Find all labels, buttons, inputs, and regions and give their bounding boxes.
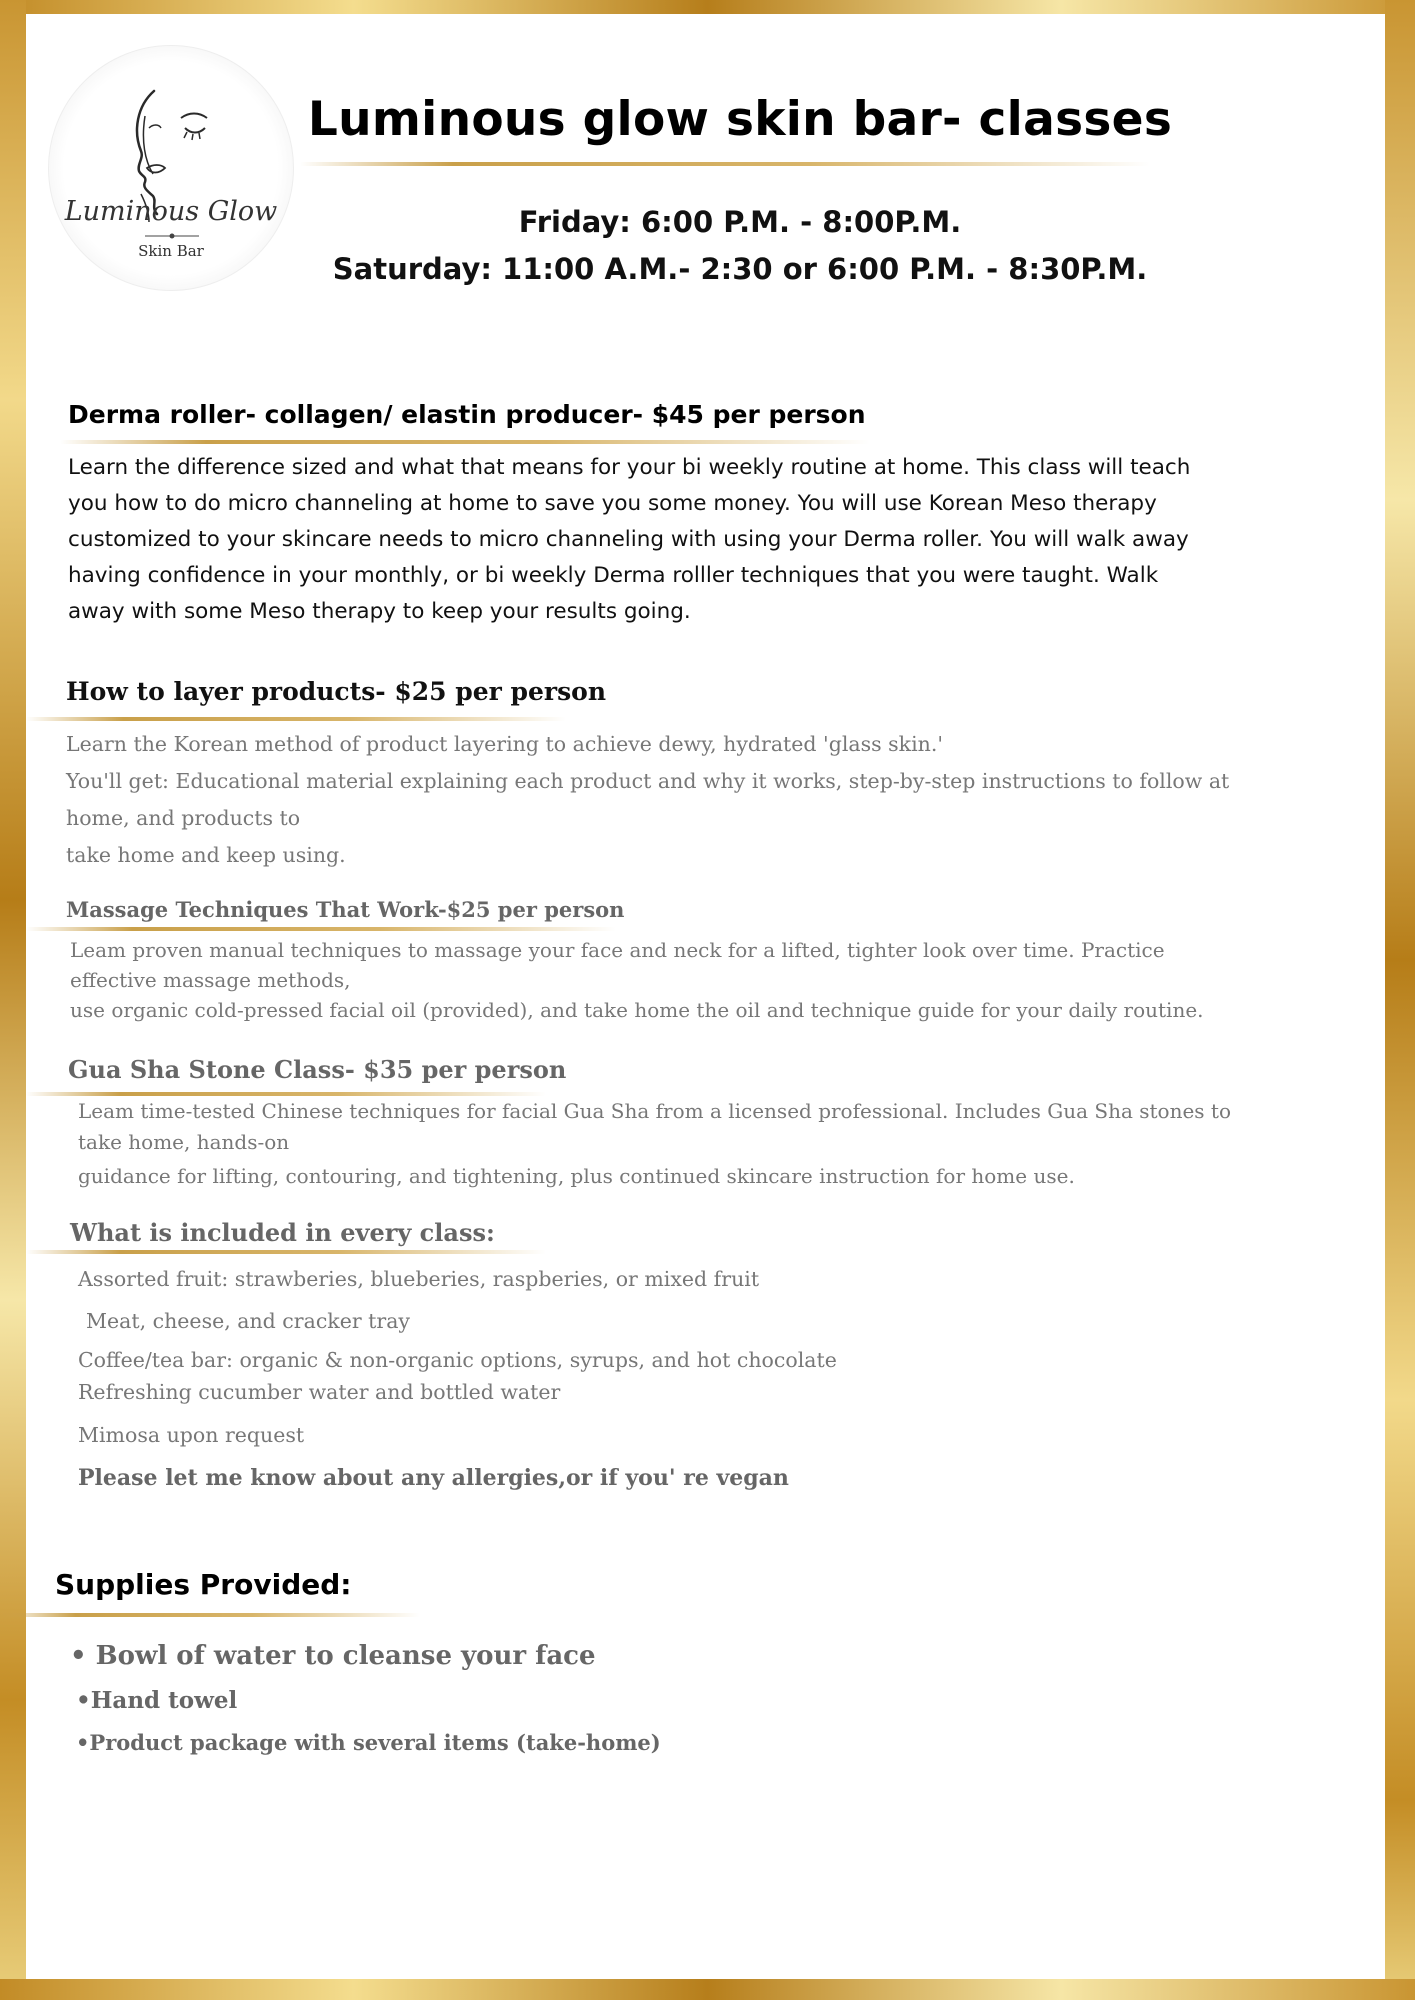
schedule-saturday: Saturday: 11:00 A.M.- 2:30 or 6:00 P.M. - 8:30P.M.: [332, 252, 1148, 286]
gold-frame-left: [0, 0, 26, 2000]
included-item: Mimosa upon request: [78, 1423, 305, 1447]
derma-line: you how to do micro channeling at home to save you some money. You will use Korean Meso therapy: [68, 491, 1157, 516]
white-sheet: [26, 14, 1385, 1979]
layer-heading: How to layer products- $25 per person: [66, 677, 606, 706]
layer-line: home, and products to: [66, 806, 301, 830]
gold-frame-bottom: [0, 1979, 1415, 2000]
allergy-note: Please let me know about any allergies,or if you' re vegan: [78, 1465, 789, 1491]
guasha-line: Leam time-tested Chinese techniques for facial Gua Sha from a licensed professional. Includes Gua Sha stones to: [78, 1099, 1231, 1123]
massage-heading: Massage Techniques That Work-$25 per person: [66, 897, 625, 922]
guasha-line: take home, hands-on: [78, 1130, 290, 1154]
page-title: Luminous glow skin bar- classes: [307, 92, 1173, 147]
supplies-heading: Supplies Provided:: [55, 1568, 352, 1601]
massage-underline: [26, 927, 616, 931]
derma-line: customized to your skincare needs to micro channeling with using your Derma roller. You will walk away: [68, 527, 1189, 552]
supplies-underline: [0, 1613, 420, 1617]
derma-line: having confidence in your monthly, or bi weekly Derma rolller techniques that you were taught. Walk: [68, 563, 1159, 588]
supply-item: • Bowl of water to cleanse your face: [70, 1641, 596, 1671]
included-item: Refreshing cucumber water and bottled water: [78, 1380, 561, 1404]
layer-underline: [26, 717, 566, 721]
derma-line: away with some Meso therapy to keep your results going.: [68, 599, 691, 624]
massage-line: effective massage methods,: [70, 968, 351, 992]
derma-line: Learn the difference sized and what that means for your bi weekly routine at home. This class will teach: [68, 455, 1191, 480]
included-heading: What is included in every class:: [70, 1218, 495, 1247]
layer-line: You'll get: Educational material explaining each product and why it works, step-by-step instructions to follow at: [66, 769, 1230, 793]
schedule-friday: Friday: 6:00 P.M. - 8:00P.M.: [518, 205, 962, 239]
guasha-line: guidance for lifting, contouring, and tightening, plus continued skincare instruction for home use.: [78, 1164, 1075, 1188]
layer-line: take home and keep using.: [66, 843, 346, 867]
included-underline: [26, 1250, 546, 1254]
title-underline: [300, 162, 1150, 166]
derma-underline: [60, 440, 870, 444]
gold-frame-right: [1385, 0, 1415, 2000]
layer-line: Learn the Korean method of product layering to achieve dewy, hydrated 'glass skin.': [66, 732, 944, 756]
included-item: Assorted fruit: strawberies, blueberies, raspberies, or mixed fruit: [78, 1267, 760, 1291]
logo-name: Luminous Glow: [64, 196, 278, 227]
included-item: Meat, cheese, and cracker tray: [86, 1309, 411, 1333]
massage-line: Leam proven manual techniques to massage your face and neck for a lifted, tighter look over time. Practice: [70, 938, 1165, 962]
derma-heading: Derma roller- collagen/ elastin producer- $45 per person: [68, 400, 866, 429]
logo-subtitle: Skin Bar: [138, 242, 204, 260]
guasha-heading: Gua Sha Stone Class- $35 per person: [68, 1055, 567, 1084]
massage-line: use organic cold-pressed facial oil (provided), and take home the oil and technique guide for your daily routine.: [70, 998, 1204, 1022]
logo: [48, 45, 294, 291]
supply-item: •Product package with several items (take-home): [76, 1730, 661, 1755]
supply-item: •Hand towel: [76, 1687, 238, 1714]
guasha-underline: [26, 1092, 546, 1096]
gold-frame-top: [0, 0, 1415, 14]
included-item: Coffee/tea bar: organic & non-organic options, syrups, and hot chocolate: [78, 1348, 837, 1372]
